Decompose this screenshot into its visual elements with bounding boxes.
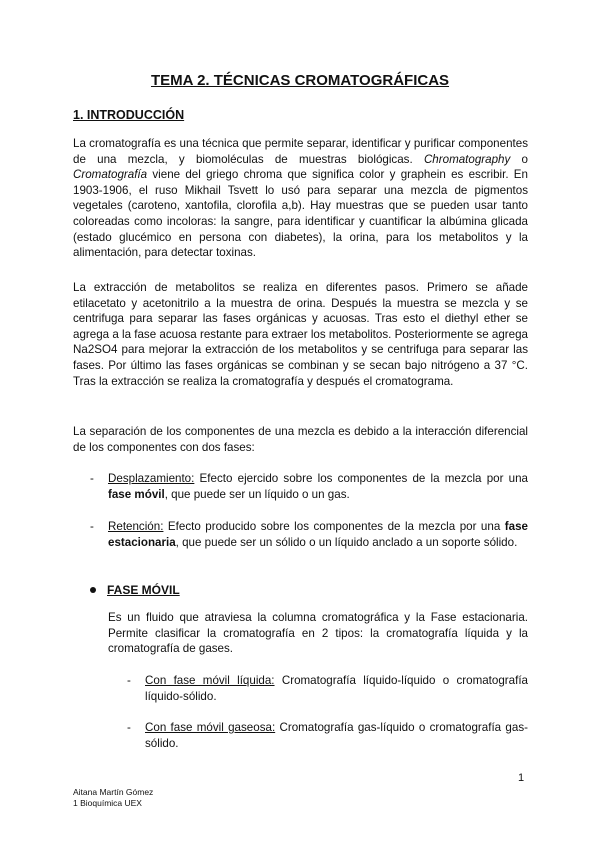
term-desplazamiento: Desplazamiento:	[108, 472, 195, 485]
list-item-retencion-text-a: Efecto producido sobre los componentes de la mezcla por una	[163, 520, 505, 533]
dash-marker: -	[90, 472, 94, 485]
term-fase-estacionaria: fase estacionaria	[108, 520, 528, 549]
paragraph-extraccion: La extracción de metabolitos se realiza en diferentes pasos. Primero se añade etilacetato y acetonitrilo a la muestra de orina. Después la muestra se mezcla y se centrifuga para separar las fases orgánicas y acuosas. Tras esto el diethyl ether se agrega a la fase acuosa restante para extraer los metabolitos. Posteriormente se agrega Na2SO4 para mejorar la extracción de los metabolitos y se centrifuga para separar las fases. Por último las fases orgánicas se combinan y se secan bajo nitrógeno a 37 °C. Tras la extracción se realiza la cromatografía y después el cromatograma.	[73, 281, 528, 388]
list-item-retencion	[90, 519, 528, 550]
list-item-fase-gaseosa	[127, 720, 528, 751]
page-title: TEMA 2. TÉCNICAS CROMATOGRÁFICAS	[150, 72, 450, 89]
section-heading-introduccion: 1. INTRODUCCIÓN	[73, 108, 185, 122]
page-number: 1	[518, 772, 525, 784]
paragraph-separacion: La separación de los componentes de una mezcla es debido a la interacción diferencial de los componentes con dos fases:	[73, 425, 528, 454]
list-item-fase-liquida	[127, 673, 528, 704]
paragraph-intro-c: viene del griego chroma que significa color y graphein es escribir. En 1903-1906, el ruso Mikhail Tsvett lo usó para separar una mezcla de pigmentos vegetales (caroteno, xantofila, clorofila a,b). Hay muestras que se pueden usar tanto coloreadas como incoloras: la sangre, para identificar y cuantificar la albúmina glicada (estado glucémico en persona con diabetes), la orina, para los metabolitos y la alimentación, para detectar toxinas.	[73, 168, 528, 260]
section-heading-fase-movil	[90, 583, 180, 597]
dash-marker: -	[127, 674, 131, 687]
term-fase-movil-liquida: Con fase móvil líquida:	[145, 674, 275, 687]
page-footer	[73, 787, 153, 809]
list-item-desplazamiento-text-b: , que puede ser un líquido o un gas.	[164, 487, 350, 501]
term-fase-movil-gaseosa: Con fase móvil gaseosa:	[145, 721, 276, 734]
term-retencion: Retención:	[108, 520, 164, 533]
list-item-desplazamiento	[90, 471, 528, 502]
term-chromatography: Chromatography	[423, 152, 511, 166]
footer-course: 1 Bioquímica UEX	[73, 798, 142, 808]
dash-marker: -	[127, 721, 131, 734]
list-item-fase-liquida-text: Cromatografía líquido-líquido o cromatografía líquido-sólido.	[145, 674, 528, 703]
paragraph-intro-b: o	[510, 152, 528, 166]
list-item-fase-gaseosa-text: Cromatografía gas-líquido o cromatografía gas-sólido.	[145, 721, 528, 750]
footer-author: Aitana Martín Gómez	[73, 787, 154, 797]
fase-movil-heading-label: FASE MÓVIL	[107, 583, 180, 597]
term-cromatografia: Cromatografía	[73, 168, 148, 182]
paragraph-intro-a: La cromatografía es una técnica que permite separar, identificar y purificar componentes de una mezcla, y biomoléculas de muestras biológicas.	[73, 137, 528, 166]
term-fase-movil: fase móvil	[108, 487, 165, 501]
list-item-retencion-text-b: , que puede ser un sólido o un líquido anclado a un soporte sólido.	[175, 535, 518, 549]
dash-marker: -	[90, 520, 94, 533]
paragraph-fase-movil: Es un fluido que atraviesa la columna cromatográfica y la Fase estacionaria. Permite clasificar la cromatografía en 2 tipos: la cromatografía líquida y la cromatografía de gases.	[108, 611, 528, 656]
list-item-desplazamiento-text-a: Efecto ejercido sobre los componentes de la mezcla por una	[194, 472, 528, 485]
bullet-dot-icon	[90, 587, 96, 593]
paragraph-intro	[73, 136, 528, 261]
